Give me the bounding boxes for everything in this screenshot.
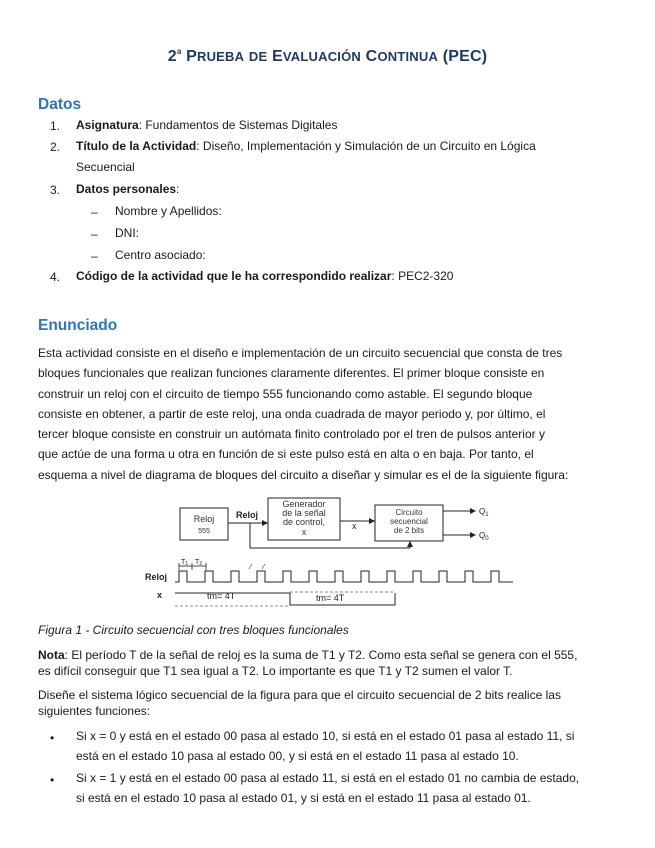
title-word: DE [248,49,268,64]
subitem-nombre: Nombre y Apellidos: [115,204,222,218]
list-number: 4. [50,270,61,284]
block1-label: 555 [198,528,210,535]
item-value: : PEC2-320 [391,269,454,283]
paragraph-line: construir un reloj con el circuito de tiempo 555 funcionando como astable. El segundo bloque [38,386,533,401]
nota-line: es difícil conseguir que T1 sea igual a T2. Lo importante es que T1 y T2 sumen el valor T. [38,664,513,678]
q1-subscript: 1 [485,512,489,518]
reloj-wire-label: Reloj [236,510,259,520]
bullet-marker: • [50,773,55,787]
clock-waveform [175,571,513,582]
title-word: E [272,48,283,65]
block2-label: Generador [282,499,326,509]
paragraph-line: tercer bloque consiste en construir un autómata finito controlado por el tren de pulsos anterior y [38,427,545,442]
t1-letter: T [181,559,186,566]
q0-letter: Q [479,531,486,540]
t1-label [181,559,188,567]
diseno-line: Diseñe el sistema lógico secuencial de la figura para que el circuito secuencial de 2 bits realice las [38,688,561,702]
list-number: 2. [50,140,61,154]
paragraph-line: esquema a nivel de diagrama de bloques del circuito a diseñar y simular es el de la siguiente figura: [38,467,569,482]
t2-label [195,559,202,567]
title-word: RUEBA [197,49,245,64]
paragraph-line: Esta actividad consiste en el diseño e implementación de un circuito secuencial que consta de tres [38,346,563,360]
bullet-marker: • [50,731,55,745]
title-word: C [365,48,378,65]
title-word: ONTINUA [377,49,439,64]
dash-marker: – [91,227,98,241]
list-number: 3. [50,183,61,197]
bullet-line: está en el estado 10 pasa al estado 00, y si está en el estado 11 pasa al estado 10. [76,749,519,763]
title-word: VALUACIÓN [282,49,362,64]
tm-label: tm= 4T [316,593,345,603]
subitem-centro: Centro asociado: [115,248,206,262]
t1-subscript: 1 [185,561,189,567]
title-word: P [186,48,197,65]
tm-label: tm= 4T [207,591,236,601]
block3-label: secuencial [390,517,428,526]
paragraph-line: consiste en obtener, a partir de este reloj, una onda cuadrada de mayor periodo y, por último, el [38,406,546,421]
item-label: Asignatura [76,118,139,132]
t2-subscript: 2 [199,561,203,567]
figure-caption: Figura 1 - Circuito secuencial con tres bloques funcionales [38,623,349,637]
title-ordinal: a [176,47,182,56]
datos-heading: Datos [38,96,82,113]
reloj-signal-label: Reloj [145,572,168,582]
subitem-dni: DNI: [115,226,139,240]
title-abbr: (PEC) [442,48,488,65]
item-label: Código de la actividad que le ha correspondido realizar [76,269,392,283]
nota-text: : El período T de la señal de reloj es la suma de T1 y T2. Como esta señal se genera con el 555, [64,648,578,662]
nota-label: Nota [38,648,65,662]
block2-label: x [301,527,307,537]
q1-letter: Q [479,507,486,516]
dash-marker: – [91,249,98,263]
arrow-head [369,518,375,524]
arrow-head [470,532,476,538]
x-wire-label: x [352,521,357,531]
block1-label: Reloj [193,514,215,524]
item-label: Datos personales [76,182,177,196]
bullet-line: si está en el estado 10 pasa al estado 01, y si está en el estado 11 pasa al estado 01. [76,791,531,805]
item-value: : [176,182,180,196]
bullet-item [76,768,621,808]
item-value: : Diseño, Implementación y Simulación de un Circuito en Lógica [196,139,536,153]
bullet-item [76,726,621,766]
q0-label [479,531,489,542]
diseno-paragraph [38,687,618,719]
block3-label: Circuito [395,508,423,517]
item-label: Título de la Actividad [76,139,197,153]
list-number: 1. [50,119,61,133]
item-value: : Fundamentos de Sistemas Digitales [138,118,338,132]
block2-label: de control, [282,517,326,527]
t2-letter: T [195,559,200,566]
enunciado-heading: Enunciado [38,317,118,334]
slash-mark [249,564,252,569]
arrow-head [470,508,476,514]
block2-label: de la señal [282,508,326,518]
title-number: 2 [167,48,177,65]
bullet-line: Si x = 1 y está en el estado 00 pasa al estado 11, si está en el estado 01 no cambia de estado, [76,771,580,785]
q1-label [479,507,489,518]
reloj-555-block [180,508,228,540]
bullet-line: Si x = 0 y está en el estado 00 pasa al estado 10, si está en el estado 01 pasa al estado 11, si [76,729,575,743]
slash-mark [262,564,265,569]
nota-paragraph [38,647,618,679]
arrow-head [262,520,268,526]
x-signal-label: x [157,590,163,600]
dash-marker: – [91,205,98,219]
paragraph-line: bloques funcionales que realizan funciones claramente diferentes. El primer bloque consiste en [38,366,545,381]
paragraph-line: que actúe de una forma u otra en función de si este pulso está en alta o en baja. Por tanto, el [38,447,534,462]
diseno-line: siguientes funciones: [38,704,151,718]
q0-subscript: 0 [485,536,489,542]
datos-item-titulo-cont: Secuencial [76,160,135,174]
block3-label: de 2 bits [393,526,425,535]
nota-line [38,647,618,663]
arrow-head [407,541,413,547]
